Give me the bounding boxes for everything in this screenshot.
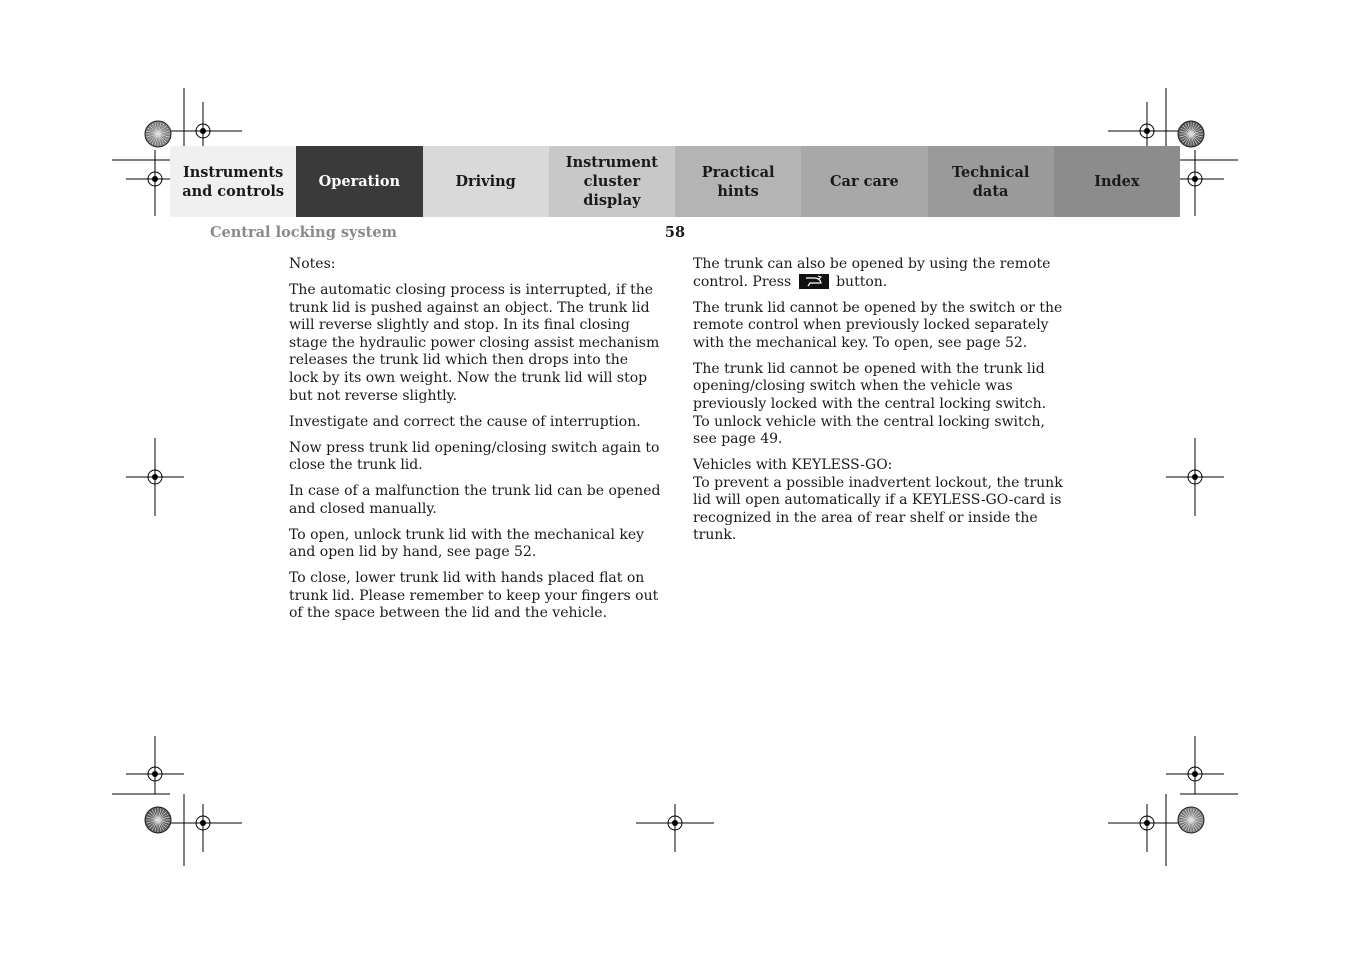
keyless-paragraph (693, 457, 1063, 545)
trunk-open-icon (799, 274, 829, 289)
page-number: 58 (664, 224, 686, 241)
keyless-heading: Vehicles with KEYLESS-GO: (693, 457, 893, 474)
paragraph: The trunk lid cannot be opened by the switch or the remote control when previously locked separately with the mechanical key. To open, see page 52. (693, 299, 1063, 351)
paragraph: Now press trunk lid opening/closing switch again to close the trunk lid. (289, 439, 660, 474)
tab-operation[interactable]: Operation (296, 146, 422, 217)
keyless-text: To prevent a possible inadvertent lockout, the trunk lid will open automatically if a KEYLESS-GO-card is recognized in the area of rear shelf or inside the trunk. (693, 474, 1063, 544)
paragraph: To close, lower trunk lid with hands placed flat on trunk lid. Please remember to keep your fingers out of the space between the lid and the vehicle. (289, 570, 659, 622)
paragraph: To open, unlock trunk lid with the mechanical key and open lid by hand, see page 52. (289, 526, 645, 561)
tab-index[interactable]: Index (1054, 146, 1180, 217)
remote-paragraph (693, 256, 1063, 291)
paragraph: The automatic closing process is interrupted, if the trunk lid is pushed against an object. The trunk lid will reverse slightly and stop. In its final closing stage the hydraulic power closing assist mechanism releases the trunk lid which then drops into the lock by its own weight. Now the trunk lid will stop but not reverse slightly. (289, 281, 660, 404)
notes-heading: Notes: (289, 256, 336, 272)
tab-car-care[interactable]: Car care (801, 146, 927, 217)
remote-text-after: button. (836, 273, 888, 290)
right-column (693, 256, 1063, 545)
paragraph: Investigate and correct the cause of interruption. (289, 413, 641, 430)
left-column (289, 256, 661, 631)
section-title: Central locking system (210, 224, 397, 241)
tab-practical-hints[interactable]: Practical hints (675, 146, 801, 217)
paragraph: In case of a malfunction the trunk lid can be opened and closed manually. (289, 483, 661, 517)
tab-driving[interactable]: Driving (423, 146, 549, 217)
paragraph: The trunk lid cannot be opened with the trunk lid opening/closing switch when the vehicle was previously locked with the central locking switch. To unlock vehicle with the central locking switch, see page 49. (693, 360, 1047, 448)
tab-instruments-and-controls[interactable]: Instruments and controls (170, 146, 296, 217)
chapter-tab-bar (170, 146, 1180, 217)
tab-instrument-cluster-display[interactable]: Instrument cluster display (549, 146, 675, 217)
tab-technical-data[interactable]: Technical data (928, 146, 1054, 217)
remote-text-before: The trunk can also be opened by using the remote control. Press (693, 256, 1051, 290)
